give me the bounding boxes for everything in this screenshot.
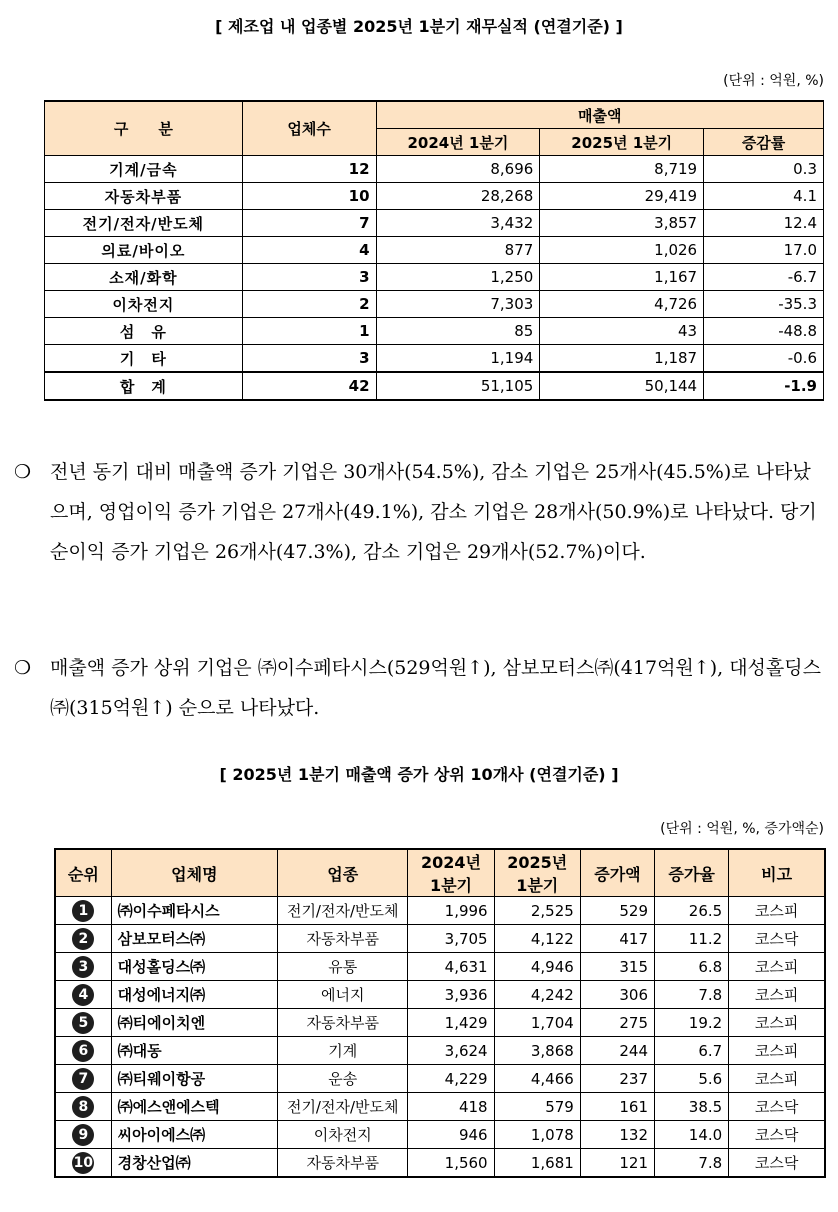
sales-2025-cell: 4,242 <box>494 981 580 1009</box>
industry-cell: 전기/전자/반도체 <box>278 897 408 925</box>
sales-2024-cell: 3,705 <box>408 925 494 953</box>
rank-cell <box>55 981 111 1009</box>
rank-badge: 1 <box>72 900 94 922</box>
sales-2025-cell: 8,719 <box>540 156 704 183</box>
header-company: 업체명 <box>111 849 277 897</box>
count-cell: 42 <box>242 372 376 400</box>
paragraph-1 <box>14 452 826 572</box>
rate-cell: 7.8 <box>655 1149 729 1178</box>
category-cell: 의료/바이오 <box>45 237 243 264</box>
change-cell: 12.4 <box>704 210 824 237</box>
rank-cell <box>55 1065 111 1093</box>
sales-2025-cell: 3,857 <box>540 210 704 237</box>
table-row <box>55 925 825 953</box>
sales-2024-cell: 1,250 <box>376 264 540 291</box>
change-cell: -6.7 <box>704 264 824 291</box>
sales-2025-cell: 4,726 <box>540 291 704 318</box>
rank-badge: 9 <box>72 1124 94 1146</box>
rank-badge: 3 <box>72 956 94 978</box>
sales-2025-cell: 1,704 <box>494 1009 580 1037</box>
paragraph-1-text: 전년 동기 대비 매출액 증가 기업은 30개사(54.5%), 감소 기업은 25개사(45.5%)로 나타났으며, 영업이익 증가 기업은 27개사(49.1%), 감소 기업은 28개사(50.9%)로 나타났다. 당기순이익 증가 기업은 26개사(47.3%), 감소 기업은 29개사(52.7%)이다. <box>50 461 817 563</box>
industry-sales-table <box>44 100 824 401</box>
header-2025: 2025년 1분기 <box>540 129 704 156</box>
rate-cell: 26.5 <box>655 897 729 925</box>
count-cell: 3 <box>242 345 376 373</box>
change-cell: 4.1 <box>704 183 824 210</box>
note-cell: 코스닥 <box>729 1121 825 1149</box>
sales-2024-cell: 8,696 <box>376 156 540 183</box>
header-rank: 순위 <box>55 849 111 897</box>
header-industry: 업종 <box>278 849 408 897</box>
table2-title: [ 2025년 1분기 매출액 증가 상위 10개사 (연결기준) ] <box>219 765 619 784</box>
increase-cell: 315 <box>580 953 654 981</box>
sales-2025-cell: 2,525 <box>494 897 580 925</box>
table-row <box>55 1065 825 1093</box>
sales-2025-cell: 4,946 <box>494 953 580 981</box>
note-cell: 코스닥 <box>729 1093 825 1121</box>
rate-cell: 5.6 <box>655 1065 729 1093</box>
table1-unit: (단위 : 억원, %) <box>723 73 824 89</box>
note-cell: 코스피 <box>729 1037 825 1065</box>
table-row <box>55 1093 825 1121</box>
sales-2024-cell: 3,936 <box>408 981 494 1009</box>
rank-cell <box>55 1121 111 1149</box>
change-cell: 0.3 <box>704 156 824 183</box>
table-row <box>55 953 825 981</box>
table-row <box>55 1009 825 1037</box>
category-cell: 기 타 <box>45 345 243 373</box>
rank-badge: 8 <box>72 1096 94 1118</box>
sales-2024-cell: 1,194 <box>376 345 540 373</box>
table-row <box>45 210 824 237</box>
header-change: 증감률 <box>704 129 824 156</box>
industry-cell: 자동차부품 <box>278 1009 408 1037</box>
rank-cell <box>55 925 111 953</box>
circle-bullet-icon: ❍ <box>14 657 32 679</box>
change-cell: -0.6 <box>704 345 824 373</box>
category-cell: 기계/금속 <box>45 156 243 183</box>
company-cell: 경창산업㈜ <box>111 1149 277 1178</box>
category-cell: 섬 유 <box>45 318 243 345</box>
sales-2024-cell: 4,229 <box>408 1065 494 1093</box>
sales-2024-cell: 28,268 <box>376 183 540 210</box>
sales-2024-cell: 1,996 <box>408 897 494 925</box>
company-cell: ㈜대동 <box>111 1037 277 1065</box>
change-cell: -35.3 <box>704 291 824 318</box>
header-increase: 증가액 <box>580 849 654 897</box>
table2-unit: (단위 : 억원, %, 증가액순) <box>660 821 824 837</box>
company-cell: 대성홀딩스㈜ <box>111 953 277 981</box>
count-cell: 12 <box>242 156 376 183</box>
top10-companies-table <box>54 848 826 1178</box>
table-row <box>45 156 824 183</box>
rate-cell: 11.2 <box>655 925 729 953</box>
sales-2024-cell: 946 <box>408 1121 494 1149</box>
company-cell: ㈜에스앤에스텍 <box>111 1093 277 1121</box>
table-row <box>55 1121 825 1149</box>
sales-2024-cell: 877 <box>376 237 540 264</box>
rank-badge: 4 <box>72 984 94 1006</box>
header-count: 업체수 <box>242 101 376 156</box>
increase-cell: 237 <box>580 1065 654 1093</box>
sales-2025-cell: 29,419 <box>540 183 704 210</box>
rate-cell: 6.7 <box>655 1037 729 1065</box>
sales-2025-cell: 4,466 <box>494 1065 580 1093</box>
sales-2024-cell: 418 <box>408 1093 494 1121</box>
sales-2025-cell: 1,681 <box>494 1149 580 1178</box>
rank-badge: 7 <box>72 1068 94 1090</box>
company-cell: 대성에너지㈜ <box>111 981 277 1009</box>
category-cell: 합 계 <box>45 372 243 400</box>
table-row <box>45 345 824 373</box>
count-cell: 1 <box>242 318 376 345</box>
change-cell: -48.8 <box>704 318 824 345</box>
note-cell: 코스피 <box>729 1009 825 1037</box>
header-note: 비고 <box>729 849 825 897</box>
rank-cell <box>55 953 111 981</box>
table-row <box>45 183 824 210</box>
sales-2024-cell: 4,631 <box>408 953 494 981</box>
industry-cell: 기계 <box>278 1037 408 1065</box>
rate-cell: 6.8 <box>655 953 729 981</box>
sales-2025-cell: 579 <box>494 1093 580 1121</box>
industry-cell: 유통 <box>278 953 408 981</box>
rank-cell <box>55 897 111 925</box>
increase-cell: 417 <box>580 925 654 953</box>
note-cell: 코스닥 <box>729 1149 825 1178</box>
sales-2025-cell: 4,122 <box>494 925 580 953</box>
increase-cell: 121 <box>580 1149 654 1178</box>
rank-cell <box>55 1093 111 1121</box>
industry-cell: 이차전지 <box>278 1121 408 1149</box>
count-cell: 4 <box>242 237 376 264</box>
company-cell: ㈜티에이치엔 <box>111 1009 277 1037</box>
change-cell: -1.9 <box>704 372 824 400</box>
category-cell: 이차전지 <box>45 291 243 318</box>
change-cell: 17.0 <box>704 237 824 264</box>
table-row <box>45 372 824 400</box>
industry-cell: 자동차부품 <box>278 925 408 953</box>
company-cell: ㈜이수페타시스 <box>111 897 277 925</box>
rank-badge: 6 <box>72 1040 94 1062</box>
table-row <box>55 1037 825 1065</box>
sales-2024-cell: 3,624 <box>408 1037 494 1065</box>
sales-2025-cell: 1,026 <box>540 237 704 264</box>
increase-cell: 244 <box>580 1037 654 1065</box>
industry-cell: 전기/전자/반도체 <box>278 1093 408 1121</box>
increase-cell: 306 <box>580 981 654 1009</box>
note-cell: 코스피 <box>729 953 825 981</box>
sales-2025-cell: 1,167 <box>540 264 704 291</box>
increase-cell: 275 <box>580 1009 654 1037</box>
sales-2025-cell: 3,868 <box>494 1037 580 1065</box>
sales-2024-cell: 85 <box>376 318 540 345</box>
category-cell: 자동차부품 <box>45 183 243 210</box>
table-row <box>55 1149 825 1178</box>
count-cell: 2 <box>242 291 376 318</box>
header-2024: 2024년 1분기 <box>376 129 540 156</box>
sales-2024-cell: 7,303 <box>376 291 540 318</box>
table-row <box>45 237 824 264</box>
count-cell: 7 <box>242 210 376 237</box>
increase-cell: 529 <box>580 897 654 925</box>
rate-cell: 14.0 <box>655 1121 729 1149</box>
rank-badge: 5 <box>72 1012 94 1034</box>
category-cell: 소재/화학 <box>45 264 243 291</box>
header-2025: 2025년 1분기 <box>494 849 580 897</box>
table1-title: [ 제조업 내 업종별 2025년 1분기 재무실적 (연결기준) ] <box>215 17 623 36</box>
category-cell: 전기/전자/반도체 <box>45 210 243 237</box>
sales-2024-cell: 51,105 <box>376 372 540 400</box>
table-row <box>55 981 825 1009</box>
note-cell: 코스닥 <box>729 925 825 953</box>
increase-cell: 161 <box>580 1093 654 1121</box>
company-cell: 삼보모터스㈜ <box>111 925 277 953</box>
table-row <box>45 318 824 345</box>
industry-cell: 운송 <box>278 1065 408 1093</box>
sales-2025-cell: 43 <box>540 318 704 345</box>
count-cell: 10 <box>242 183 376 210</box>
rate-cell: 19.2 <box>655 1009 729 1037</box>
table-row <box>55 897 825 925</box>
company-cell: 씨아이에스㈜ <box>111 1121 277 1149</box>
note-cell: 코스피 <box>729 981 825 1009</box>
paragraph-2 <box>14 648 826 728</box>
increase-cell: 132 <box>580 1121 654 1149</box>
rate-cell: 38.5 <box>655 1093 729 1121</box>
header-sales: 매출액 <box>376 101 823 129</box>
rank-badge: 2 <box>72 928 94 950</box>
sales-2024-cell: 1,429 <box>408 1009 494 1037</box>
table-row <box>45 291 824 318</box>
paragraph-2-text: 매출액 증가 상위 기업은 ㈜이수페타시스(529억원↑), 삼보모터스㈜(417억원↑), 대성홀딩스㈜(315억원↑) 순으로 나타났다. <box>50 657 821 719</box>
sales-2025-cell: 1,078 <box>494 1121 580 1149</box>
rank-badge: 10 <box>72 1152 94 1174</box>
rank-cell <box>55 1009 111 1037</box>
industry-cell: 에너지 <box>278 981 408 1009</box>
header-2024: 2024년 1분기 <box>408 849 494 897</box>
count-cell: 3 <box>242 264 376 291</box>
rate-cell: 7.8 <box>655 981 729 1009</box>
circle-bullet-icon: ❍ <box>14 461 32 483</box>
note-cell: 코스피 <box>729 897 825 925</box>
sales-2024-cell: 3,432 <box>376 210 540 237</box>
header-category: 구 분 <box>45 101 243 156</box>
sales-2025-cell: 50,144 <box>540 372 704 400</box>
rank-cell <box>55 1037 111 1065</box>
company-cell: ㈜티웨이항공 <box>111 1065 277 1093</box>
note-cell: 코스피 <box>729 1065 825 1093</box>
industry-cell: 자동차부품 <box>278 1149 408 1178</box>
table-row <box>45 264 824 291</box>
sales-2024-cell: 1,560 <box>408 1149 494 1178</box>
sales-2025-cell: 1,187 <box>540 345 704 373</box>
header-rate: 증가율 <box>655 849 729 897</box>
rank-cell <box>55 1149 111 1178</box>
